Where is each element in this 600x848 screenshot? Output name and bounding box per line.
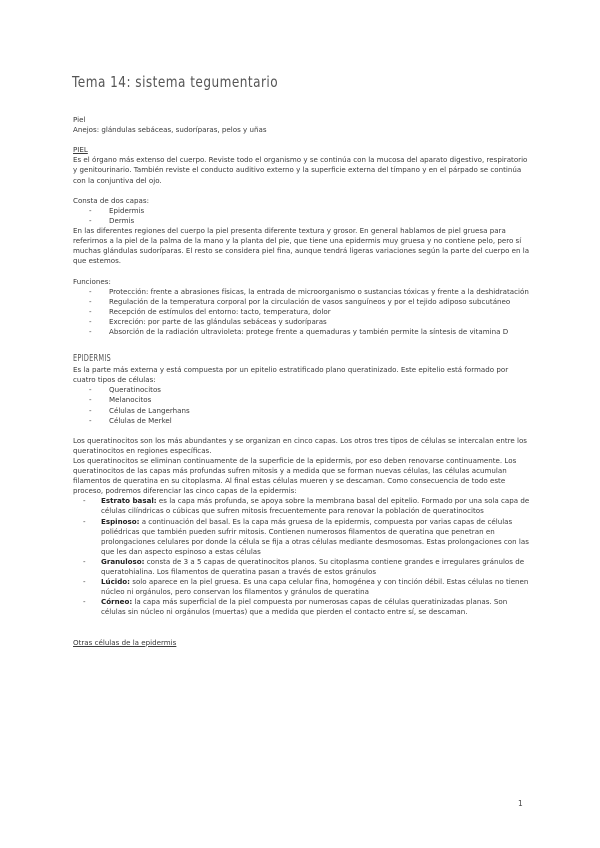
list-item: - Melanocitos bbox=[109, 395, 533, 405]
list-item: - Excreción: por parte de las glándulas sebáceas y sudoríparas bbox=[109, 317, 533, 327]
page-title: Tema 14: sistema tegumentario bbox=[72, 73, 279, 91]
estrato-lucido bbox=[101, 577, 533, 597]
estrato-name: Granuloso: bbox=[101, 556, 145, 566]
estrato-corneo bbox=[101, 597, 533, 617]
otras-celulas-heading: Otras células de la epidermis bbox=[73, 637, 177, 647]
estrato-text: es la capa más profunda, se apoya sobre la membrana basal del epitelio. Formado por una sola capa de células cilíndricas o cúbicas que sufren mitosis frecuentemente para renovar la población de queratinocitos bbox=[101, 496, 530, 516]
renovacion-paragraph: Los queratinocitos se eliminan continuamente de la superficie de la epidermis, por eso deben renovarse continuamente. Los queratinocitos de las capas más profundas sufren mitosis y a medida que se forman nuevas células, las células acumulan filamentos de queratina en su citoplasma. Al final estas células mueren y se descaman. Como consecuencia de todo este proceso, podremos diferenciar las cinco capas de la epidermis: bbox=[73, 456, 517, 496]
capas-list bbox=[73, 206, 533, 226]
list-item: - Epidermis bbox=[109, 206, 533, 216]
funciones-list bbox=[73, 287, 533, 337]
list-item: - Absorción de la radiación ultravioleta: protege frente a quemaduras y también permite la síntesis de vitamina D bbox=[109, 327, 533, 337]
page-number: 1 bbox=[518, 799, 523, 808]
list-item: - Protección: frente a abrasiones físicas, la entrada de microorganismo o sustancias tóxicas y frente a la deshidratación bbox=[109, 287, 533, 297]
intro-line-anejos: Anejos: glándulas sebáceas, sudoríparas, pelos y uñas bbox=[73, 125, 267, 135]
estrato-espinoso bbox=[101, 517, 533, 557]
regiones-paragraph: En las diferentes regiones del cuerpo la piel presenta diferente textura y grosor. En general hablamos de piel gruesa para referirnos a la piel de la palma de la mano y la planta del pie, que tiene una epidermis muy gruesa y no contiene pelo, pero sí muchas glándulas sudoríparas. El resto se considera piel fina, aunque tendrá ligeras variaciones según la parte del cuerpo en la que estemos. bbox=[73, 226, 530, 266]
estrato-text: la capa más superficial de la piel compuesta por numerosas capas de células queratinizadas planas. Son células sin núcleo ni orgánulos (muertas) que a medida que pierden el contacto entre sí, se descaman. bbox=[101, 597, 508, 617]
epidermis-heading: EPIDERMIS bbox=[73, 353, 111, 365]
estrato-text: a continuación del basal. Es la capa más gruesa de la epidermis, compuesta por varias capas de células poliédricas que también pueden sufrir mitosis. Contienen numerosos filamentos de queratina que penetran en prolongaciones celulares por donde la célula se fija a otras células mediante desmosomas. Estas prolongaciones con las que les dan aspecto espinoso a estas células bbox=[101, 516, 529, 556]
estrato-text: solo aparece en la piel gruesa. Es una capa celular fina, homogénea y con tinción débil. Estas células no tienen núcleo ni orgánulos, pero conservan los filamentos y gránulos de queratina bbox=[101, 577, 529, 597]
list-item: - Queratinocitos bbox=[109, 385, 533, 395]
piel-heading: PIEL bbox=[73, 145, 88, 155]
list-item: - Células de Langerhans bbox=[109, 406, 533, 416]
estrato-name: Espinoso: bbox=[101, 516, 140, 526]
funciones-intro: Funciones: bbox=[73, 276, 111, 286]
list-item: - Células de Merkel bbox=[109, 416, 533, 426]
estrato-name: Córneo: bbox=[101, 597, 133, 607]
estrato-name: Estrato basal: bbox=[101, 496, 157, 506]
piel-paragraph: Es el órgano más extenso del cuerpo. Reviste todo el organismo y se continúa con la mucosa del aparato digestivo, respiratorio y genitourinario. También reviste el conducto auditivo externo y la superficie externa del tímpano y en el párpado se continúa con la conjuntiva del ojo. bbox=[73, 155, 528, 185]
document-body bbox=[73, 115, 533, 648]
estrato-granuloso bbox=[101, 557, 533, 577]
estrato-basal bbox=[101, 496, 533, 516]
tipos-celulas-list bbox=[73, 385, 533, 425]
estrato-text: consta de 3 a 5 capas de queratinocitos planos. Su citoplasma contiene grandes e irregulares gránulos de queratohialina. Los filamentos de queratina pasan a través de estos gránulos bbox=[101, 556, 525, 577]
list-item: - Regulación de la temperatura corporal por la circulación de vasos sanguíneos y por el tejido adiposo subcutáneo bbox=[109, 297, 533, 307]
queratinocitos-paragraph: Los queratinocitos son los más abundantes y se organizan en cinco capas. Los otros tres tipos de células se intercalan entre los queratinocitos en regiones específicas. bbox=[73, 435, 527, 455]
estrato-name: Lúcido: bbox=[101, 577, 130, 587]
capas-intro: Consta de dos capas: bbox=[73, 195, 149, 205]
intro-line-piel: Piel bbox=[73, 115, 86, 124]
estratos-list bbox=[73, 496, 533, 617]
list-item: - Recepción de estímulos del entorno: tacto, temperatura, dolor bbox=[109, 307, 533, 317]
epidermis-paragraph: Es la parte más externa y está compuesta por un epitelio estratificado plano queratinizado. Este epitelio está formado por cuatro tipos de células: bbox=[73, 365, 509, 385]
list-item: - Dermis bbox=[109, 216, 533, 226]
